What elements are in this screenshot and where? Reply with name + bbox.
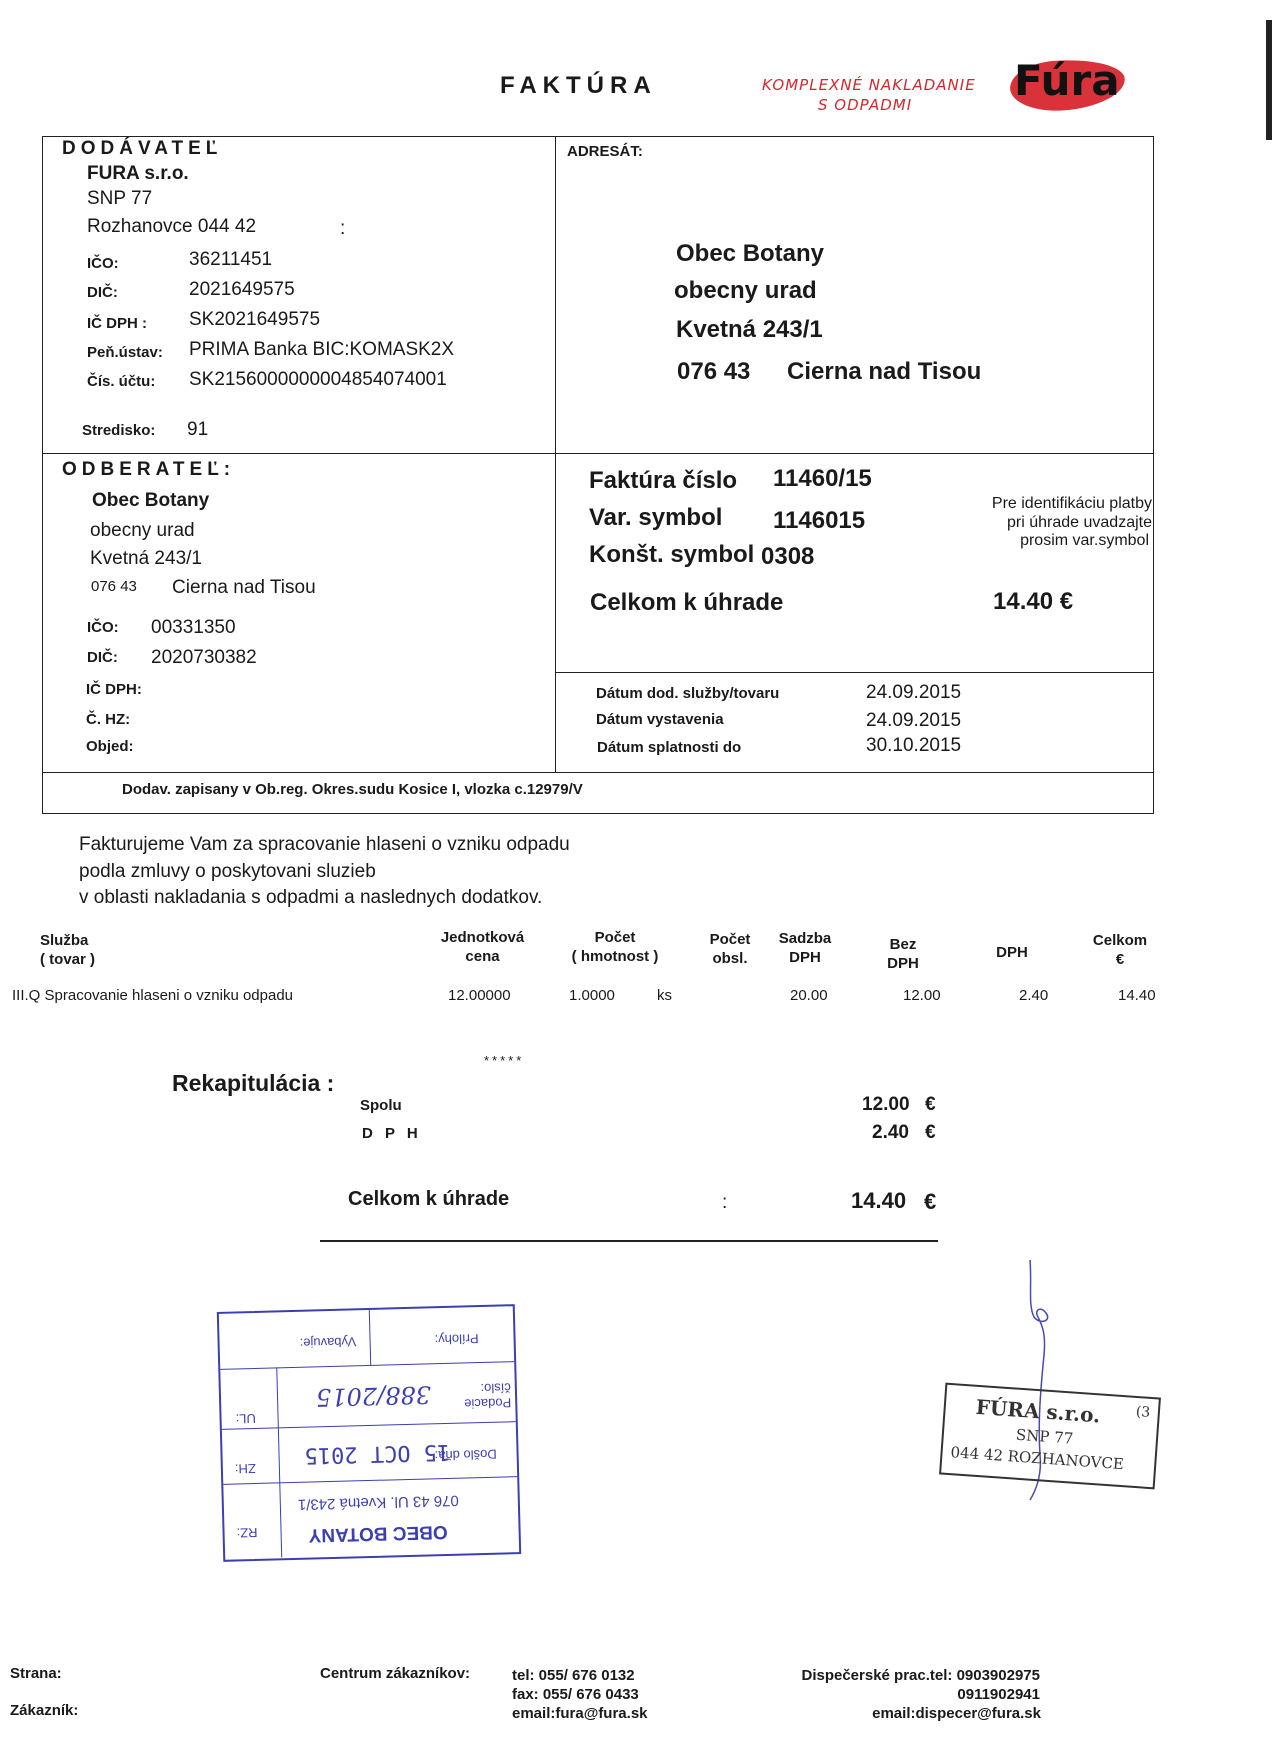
table-separator: ***** bbox=[484, 1053, 525, 1068]
payment-note-3: prosim var.symbol bbox=[1020, 532, 1149, 549]
recap-total-currency: € bbox=[924, 1189, 937, 1214]
constant-symbol-label: Konšt. symbol bbox=[589, 541, 755, 568]
stamp-date: 15 OCT 2015 bbox=[304, 1438, 451, 1468]
addressee-zip: 076 43 bbox=[677, 358, 751, 385]
stamp-rz: RZ: bbox=[236, 1524, 258, 1541]
register-divider bbox=[42, 772, 1153, 773]
addressee-street: Kvetná 243/1 bbox=[676, 316, 823, 343]
row-service: III.Q Spracovanie hlaseni o vzniku odpadu bbox=[12, 987, 294, 1004]
supplier-dic: 2021649575 bbox=[189, 279, 295, 300]
supplier-dic-label: DIČ: bbox=[87, 284, 118, 301]
footer-tel: tel: 055/ 676 0132 bbox=[512, 1667, 635, 1684]
company-stamp-city: 044 42 ROZHANOVCE bbox=[950, 1443, 1125, 1474]
recap-sum: 12.00 bbox=[862, 1094, 910, 1115]
col-served: Počet obsl. bbox=[709, 931, 751, 967]
supplier-account: SK2156000000004854074001 bbox=[189, 369, 447, 390]
recap-vat: 2.40 bbox=[872, 1122, 909, 1143]
supplier-ico-label: IČO: bbox=[87, 255, 119, 272]
customer-city: Cierna nad Tisou bbox=[172, 577, 316, 598]
customer-zip: 076 43 bbox=[91, 578, 137, 595]
addressee-name: Obec Botany bbox=[676, 240, 825, 267]
footer-page-label: Strana: bbox=[10, 1665, 62, 1682]
stamp-reg-number: 388/2015 bbox=[315, 1380, 432, 1412]
recap-total: 14.40 bbox=[851, 1188, 907, 1213]
register-note: Dodav. zapisany v Ob.reg. Okres.sudu Kosice I, vlozka c.12979/V bbox=[122, 781, 583, 798]
slogan-line-1: KOMPLEXNÉ NAKLADANIE bbox=[762, 76, 976, 94]
col-vat-rate: Sadzba DPH bbox=[778, 930, 832, 966]
footer-customer-label: Zákazník: bbox=[10, 1702, 79, 1719]
frame-vertical-divider bbox=[555, 136, 556, 772]
stamp-reg-label: Podacie číslo: bbox=[464, 1380, 512, 1412]
row-quantity: 1.0000 bbox=[569, 987, 615, 1004]
supplier-center-label: Stredisko: bbox=[82, 422, 156, 439]
recap-sum-currency: € bbox=[925, 1094, 936, 1115]
company-stamp-name: FÚRA s.r.o. bbox=[975, 1394, 1101, 1428]
company-logo: Fúra bbox=[1014, 56, 1120, 105]
customer-dic-label: DIČ: bbox=[87, 649, 118, 666]
row-vat: 2.40 bbox=[1019, 987, 1049, 1004]
invoice-number-label: Faktúra číslo bbox=[589, 467, 738, 494]
invoice-number: 11460/15 bbox=[773, 465, 872, 492]
row-unit: ks bbox=[657, 987, 672, 1004]
supplier-street: SNP 77 bbox=[87, 188, 153, 209]
stamp-attachments: Prílohy: bbox=[434, 1331, 479, 1348]
row-unit-price: 12.00000 bbox=[448, 987, 511, 1004]
stamp-date-label: Došlo dňa: bbox=[434, 1446, 497, 1464]
col-unit-price: Jednotková cena bbox=[440, 929, 525, 965]
recap-total-colon: : bbox=[722, 1192, 728, 1213]
due-date: 30.10.2015 bbox=[866, 735, 962, 756]
intro-line-2: podla zmluvy o poskytovani sluzieb bbox=[79, 861, 376, 882]
customer-icdph-label: IČ DPH: bbox=[86, 681, 142, 698]
row-total: 14.40 bbox=[1118, 987, 1156, 1004]
customer-street: Kvetná 243/1 bbox=[90, 548, 202, 569]
variable-symbol: 1146015 bbox=[773, 507, 866, 534]
footer-center-label: Centrum zákazníkov: bbox=[320, 1665, 471, 1682]
constant-symbol: 0308 bbox=[761, 543, 815, 570]
dates-divider bbox=[555, 672, 1153, 673]
company-stamp bbox=[939, 1383, 1161, 1490]
customer-dic: 2020730382 bbox=[151, 647, 257, 668]
variable-symbol-label: Var. symbol bbox=[589, 504, 723, 531]
supplier-city: Rozhanovce 044 42 bbox=[87, 216, 257, 237]
stamp-zh: ZH: bbox=[234, 1460, 257, 1477]
recap-underline bbox=[320, 1240, 938, 1242]
row-net: 12.00 bbox=[903, 987, 941, 1004]
col-quantity: Počet ( hmotnost ) bbox=[571, 929, 659, 965]
company-stamp-number: (3 bbox=[1135, 1403, 1151, 1421]
footer-dispatch-email: email:dispecer@fura.sk bbox=[872, 1705, 1041, 1722]
footer-dispatch-tel2: 0911902941 bbox=[957, 1686, 1040, 1703]
supplier-ico: 36211451 bbox=[189, 249, 273, 270]
intro-line-1: Fakturujeme Vam za spracovanie hlaseni o vzniku odpadu bbox=[79, 834, 570, 855]
col-total: Celkom € bbox=[1092, 932, 1148, 968]
supplier-center: 91 bbox=[187, 419, 209, 440]
stamp-org: OBEC BOTANY bbox=[308, 1520, 448, 1546]
supplier-icdph-label: IČ DPH : bbox=[87, 315, 147, 332]
customer-ico: 00331350 bbox=[151, 617, 236, 638]
stamp-address: 076 43 Ul. Kvetná 243/1 bbox=[297, 1491, 459, 1513]
supplier-divider bbox=[42, 453, 555, 454]
addressee-city: Cierna nad Tisou bbox=[787, 358, 982, 385]
supplier-name: FURA s.r.o. bbox=[87, 163, 189, 184]
addressee-heading: ADRESÁT: bbox=[567, 143, 643, 160]
recap-heading: Rekapitulácia : bbox=[172, 1070, 335, 1096]
customer-name: Obec Botany bbox=[92, 490, 210, 511]
issue-date: 24.09.2015 bbox=[866, 710, 962, 731]
delivery-date-label: Dátum dod. služby/tovaru bbox=[596, 685, 780, 702]
col-vat: DPH bbox=[996, 944, 1028, 961]
supplier-bank: PRIMA Banka BIC:KOMASK2X bbox=[189, 339, 455, 360]
received-stamp bbox=[217, 1304, 521, 1562]
supplier-bank-label: Peň.ústav: bbox=[87, 344, 163, 361]
recap-total-label: Celkom k úhrade bbox=[348, 1188, 510, 1210]
addressee-divider bbox=[555, 453, 1153, 454]
invoice-total-label: Celkom k úhrade bbox=[590, 589, 784, 616]
scan-edge bbox=[1266, 20, 1272, 140]
supplier-heading: DODÁVATEĽ bbox=[62, 138, 223, 159]
customer-order-label: Objed: bbox=[86, 738, 134, 755]
document-title: FAKTÚRA bbox=[500, 72, 657, 99]
supplier-colon: : bbox=[340, 218, 346, 239]
customer-ico-label: IČO: bbox=[87, 619, 119, 636]
due-date-label: Dátum splatnosti do bbox=[597, 739, 742, 756]
footer-email: email:fura@fura.sk bbox=[512, 1705, 648, 1722]
payment-note-1: Pre identifikáciu platby bbox=[991, 495, 1152, 512]
recap-sum-label: Spolu bbox=[360, 1097, 402, 1114]
customer-hz-label: Č. HZ: bbox=[86, 711, 131, 728]
delivery-date: 24.09.2015 bbox=[866, 682, 962, 703]
stamp-ul: UL: bbox=[235, 1410, 257, 1427]
col-net: Bez DPH bbox=[887, 936, 919, 972]
issue-date-label: Dátum vystavenia bbox=[596, 711, 724, 728]
slogan-line-2: S ODPADMI bbox=[818, 96, 913, 114]
payment-note-2: pri úhrade uvadzajte bbox=[1007, 514, 1152, 531]
recap-vat-currency: € bbox=[925, 1122, 936, 1143]
addressee-line2: obecny urad bbox=[674, 277, 817, 304]
footer-dispatch: Dispečerské prac.tel: 0903902975 bbox=[801, 1667, 1040, 1684]
row-vat-rate: 20.00 bbox=[790, 987, 828, 1004]
footer-fax: fax: 055/ 676 0433 bbox=[512, 1686, 639, 1703]
company-stamp-street: SNP 77 bbox=[1015, 1425, 1074, 1448]
customer-heading: ODBERATEĽ: bbox=[62, 459, 236, 480]
recap-vat-label: D P H bbox=[362, 1125, 422, 1142]
stamp-handles: Vybavuje: bbox=[299, 1334, 357, 1351]
customer-line2: obecny urad bbox=[90, 520, 195, 541]
col-service: Služba ( tovar ) bbox=[40, 932, 96, 968]
supplier-account-label: Čís. účtu: bbox=[87, 373, 156, 390]
intro-line-3: v oblasti nakladania s odpadmi a naslednych dodatkov. bbox=[79, 887, 543, 908]
invoice-total: 14.40 € bbox=[993, 588, 1074, 615]
supplier-icdph: SK2021649575 bbox=[189, 309, 321, 330]
